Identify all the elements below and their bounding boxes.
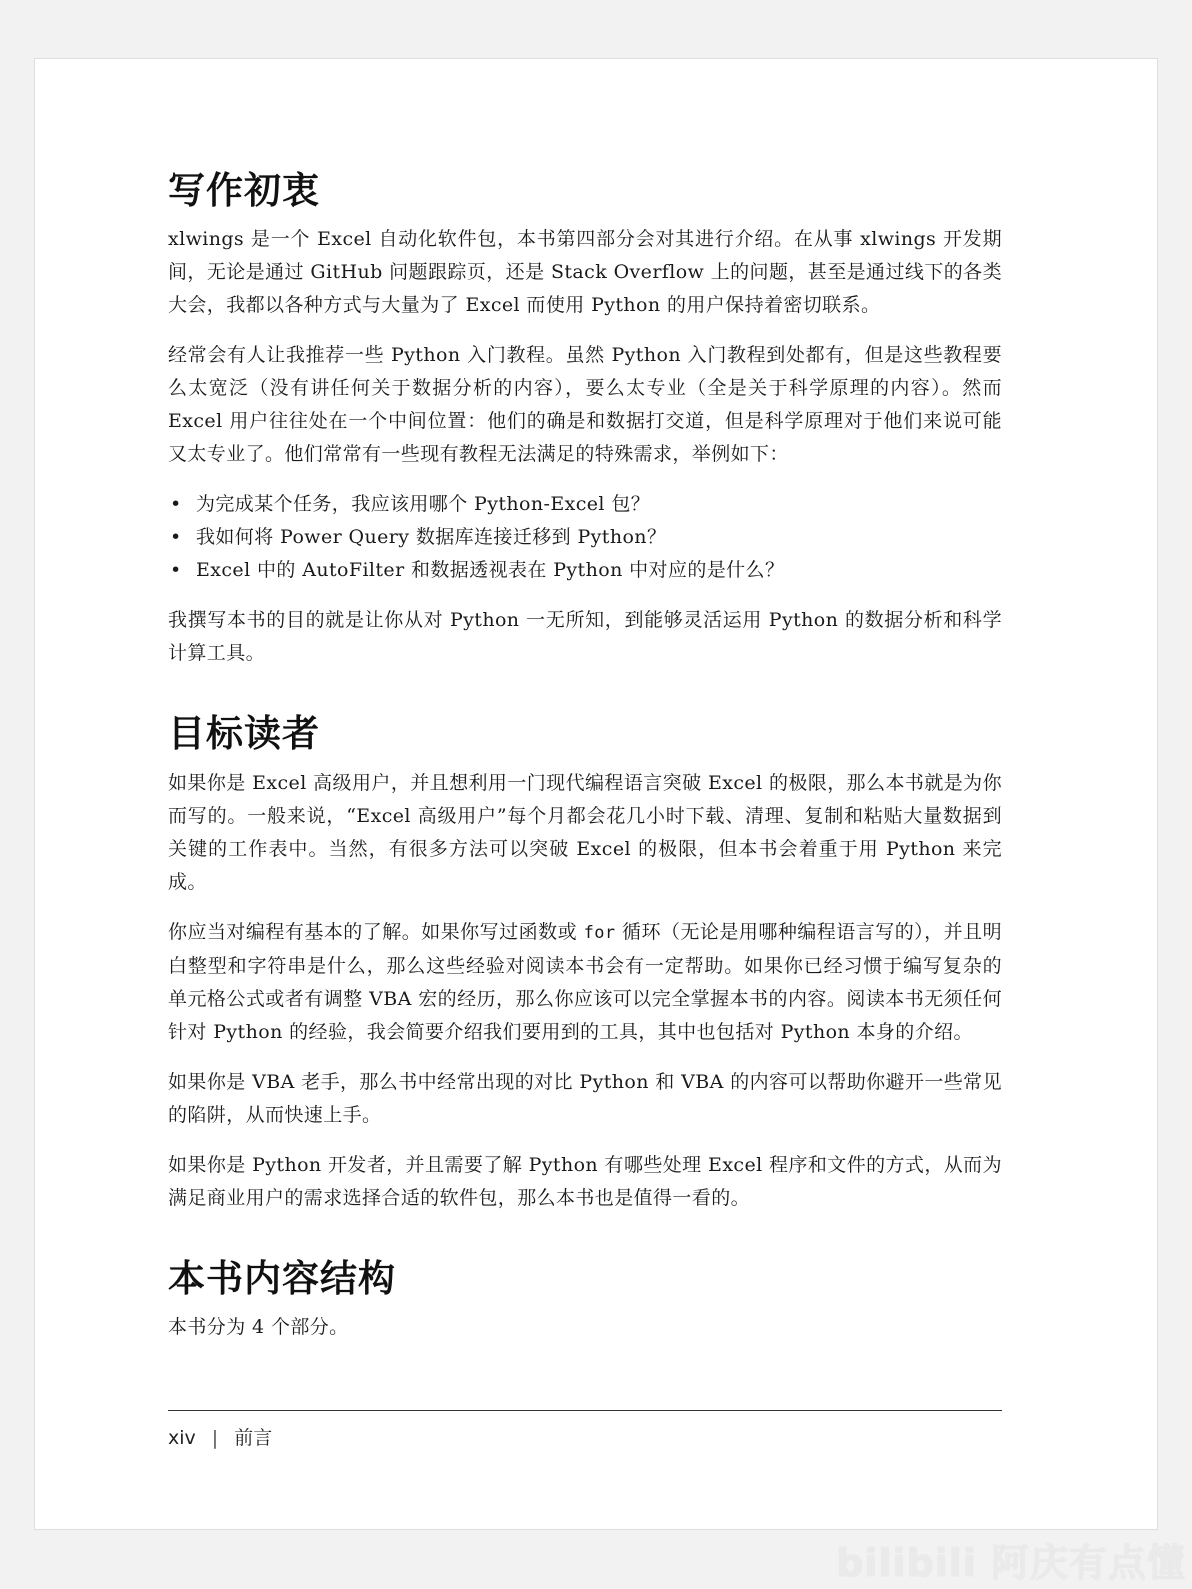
paragraph: 如果你是 Python 开发者，并且需要了解 Python 有哪些处理 Excel 程序和文件的方式，从而为满足商业用户的需求选择合适的软件包，那么本书也是值得一看的。 [168, 1153, 1002, 1209]
inline-code: for [583, 922, 616, 943]
bullet-icon: • [170, 559, 182, 582]
paragraph: 你应当对编程有基本的了解。如果你写过函数或 for 循环（无论是用哪种编程语言写的），并且明白整型和字符串是什么，那么这些经验对阅读本书会有一定帮助。如果你已经习惯于编写复杂的单元格公式或者有调整 VBA 宏的经历，那么你应该可以完全掌握本书的内容。阅读本书无须任何针对 Python 的经验，我会简要介绍我们要用到的工具，其中也包括对 Python 本身的介绍。 [168, 920, 1002, 1043]
document-page [34, 58, 1158, 1530]
bullet-icon: • [170, 493, 182, 516]
bullet-list [168, 488, 1002, 587]
paragraph: 本书分为 4 个部分。 [168, 1316, 349, 1339]
paragraph: 如果你是 Excel 高级用户，并且想利用一门现代编程语言突破 Excel 的极限，那么本书就是为你而写的。一般来说，“Excel 高级用户”每个月都会花几小时下载、清理、复制和粘贴大量数据到关键的工作表中。当然，有很多方法可以突破 Excel 的极限，但本书会着重于用 Python 来完成。 [168, 771, 1002, 893]
watermark: bilibili 阿庆有点懂 [836, 1541, 1186, 1585]
list-item: • 为完成某个任务，我应该用哪个 Python-Excel 包？ [168, 488, 1002, 521]
paragraph: 经常会有人让我推荐一些 Python 入门教程。虽然 Python 入门教程到处都有，但是这些教程要么太宽泛（没有讲任何关于数据分析的内容），要么太专业（全是关于科学原理的内容）。然而 Excel 用户往往处在一个中间位置：他们的确是和数据打交道，但是科学原理对于他们来说可能又太专业了。他们常常有一些现有教程无法满足的特殊需求，举例如下： [168, 344, 1002, 466]
paragraph: 我撰写本书的目的就是让你从对 Python 一无所知，到能够灵活运用 Python 的数据分析和科学计算工具。 [168, 609, 1002, 665]
section-heading-audience: 目标读者 [168, 712, 320, 756]
list-item: • Excel 中的 AutoFilter 和数据透视表在 Python 中对应的是什么？ [168, 554, 1002, 587]
page-number: xiv [168, 1427, 196, 1449]
section-heading-motivation: 写作初衷 [168, 169, 320, 212]
section-heading-structure: 本书内容结构 [168, 1256, 396, 1300]
bullet-icon: • [170, 526, 182, 549]
paragraph: xlwings 是一个 Excel 自动化软件包，本书第四部分会对其进行介绍。在从事 xlwings 开发期间，无论是通过 GitHub 问题跟踪页，还是 Stack Overflow 上的问题，甚至是通过线下的各类大会，我都以各种方式与大量为了 Excel 而使用 Python 的用户保持着密切联系。 [168, 228, 1002, 317]
footer-separator: | [211, 1427, 219, 1449]
chapter-name: 前言 [234, 1427, 273, 1449]
list-item: • 我如何将 Power Query 数据库连接迁移到 Python？ [168, 521, 1002, 554]
page-footer [168, 1410, 1002, 1450]
page-content [168, 169, 1002, 1361]
paragraph: 如果你是 VBA 老手，那么书中经常出现的对比 Python 和 VBA 的内容可以帮助你避开一些常见的陷阱，从而快速上手。 [168, 1070, 1002, 1126]
